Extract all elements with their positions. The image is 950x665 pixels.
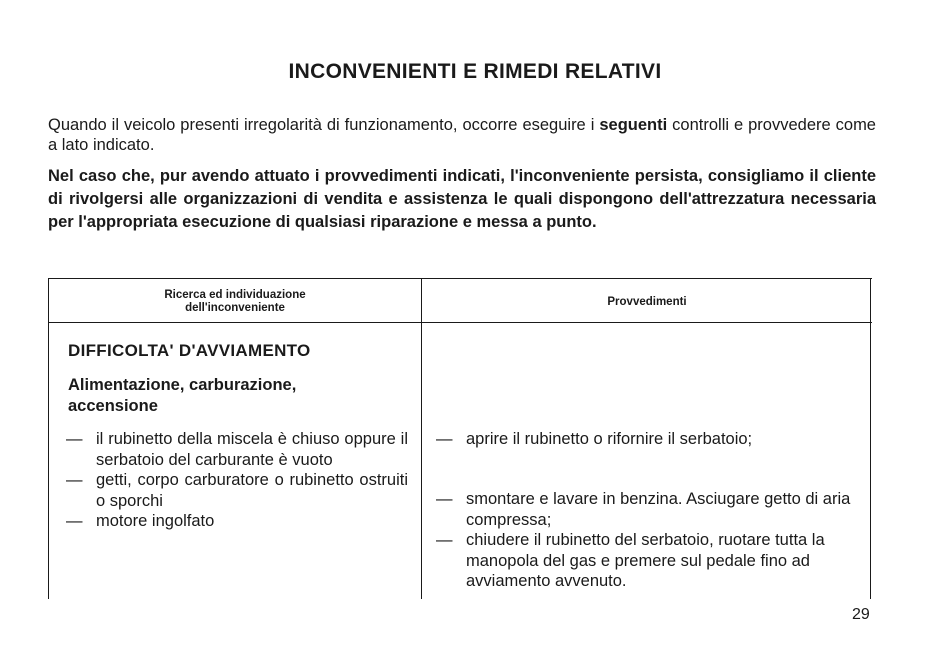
table-header-divider [48, 322, 872, 323]
dash-bullet: — [436, 490, 453, 508]
remedies-list-first [436, 429, 860, 450]
dash-bullet: — [436, 531, 453, 549]
remedy-text: chiudere il rubinetto del serbatoio, ruotare tutta la manopola del gas e premere sul pedale fino ad avviamento avvenuto. [466, 531, 825, 590]
list-item [436, 489, 860, 530]
notice-paragraph: Nel caso che, pur avendo attuato i provvedimenti indicati, l'inconveniente persista, consigliamo il cliente di rivolgersi alle organizzazioni di vendita e assistenza le quali dispongono dell'attrezzatura necessaria per l'appropriata esecuzione di qualsiasi riparazione e messa a punto. [48, 167, 876, 231]
cause-text: motore ingolfato [96, 512, 215, 530]
intro-bold-word: seguenti [599, 116, 668, 134]
header-cause-line2: dell'inconveniente [185, 302, 285, 314]
list-item [66, 511, 408, 532]
cause-text: getti, corpo carburatore o rubinetto ostruiti o sporchi [96, 471, 408, 510]
subsection-heading: Alimentazione, carburazione, accensione [68, 376, 297, 415]
header-cause [48, 289, 422, 315]
remedy-text: smontare e lavare in benzina. Asciugare getto di aria compressa; [466, 490, 851, 529]
list-item [436, 530, 860, 592]
causes-list [66, 429, 408, 532]
remedy-text: aprire il rubinetto o rifornire il serbatoio; [466, 430, 753, 448]
header-remedy: Provvedimenti [607, 296, 687, 308]
dash-bullet: — [66, 430, 83, 448]
header-cause-line1: Ricerca ed individuazione [164, 289, 306, 301]
dash-bullet: — [66, 512, 83, 530]
page-number: 29 [852, 606, 870, 623]
section-heading: DIFFICOLTA' D'AVVIAMENTO [68, 341, 311, 360]
table-border-right [870, 279, 871, 599]
list-item [66, 429, 408, 470]
intro-text-end: controlli e provvedere come a lato indicato. [48, 116, 876, 154]
table-column-divider [421, 279, 422, 599]
table-border-left [48, 279, 49, 599]
troubleshooting-table [48, 278, 872, 599]
remedies-list-rest [436, 489, 860, 592]
list-item [436, 429, 860, 450]
list-item [66, 470, 408, 511]
page-title: INCONVENIENTI E RIMEDI RELATIVI [288, 60, 662, 83]
intro-text: Quando il veicolo presenti irregolarità di funzionamento, occorre eseguire i [48, 116, 595, 134]
cause-text: il rubinetto della miscela è chiuso oppure il serbatoio del carburante è vuoto [96, 430, 408, 469]
dash-bullet: — [436, 430, 453, 448]
intro-paragraph [48, 115, 876, 155]
dash-bullet: — [66, 471, 83, 489]
